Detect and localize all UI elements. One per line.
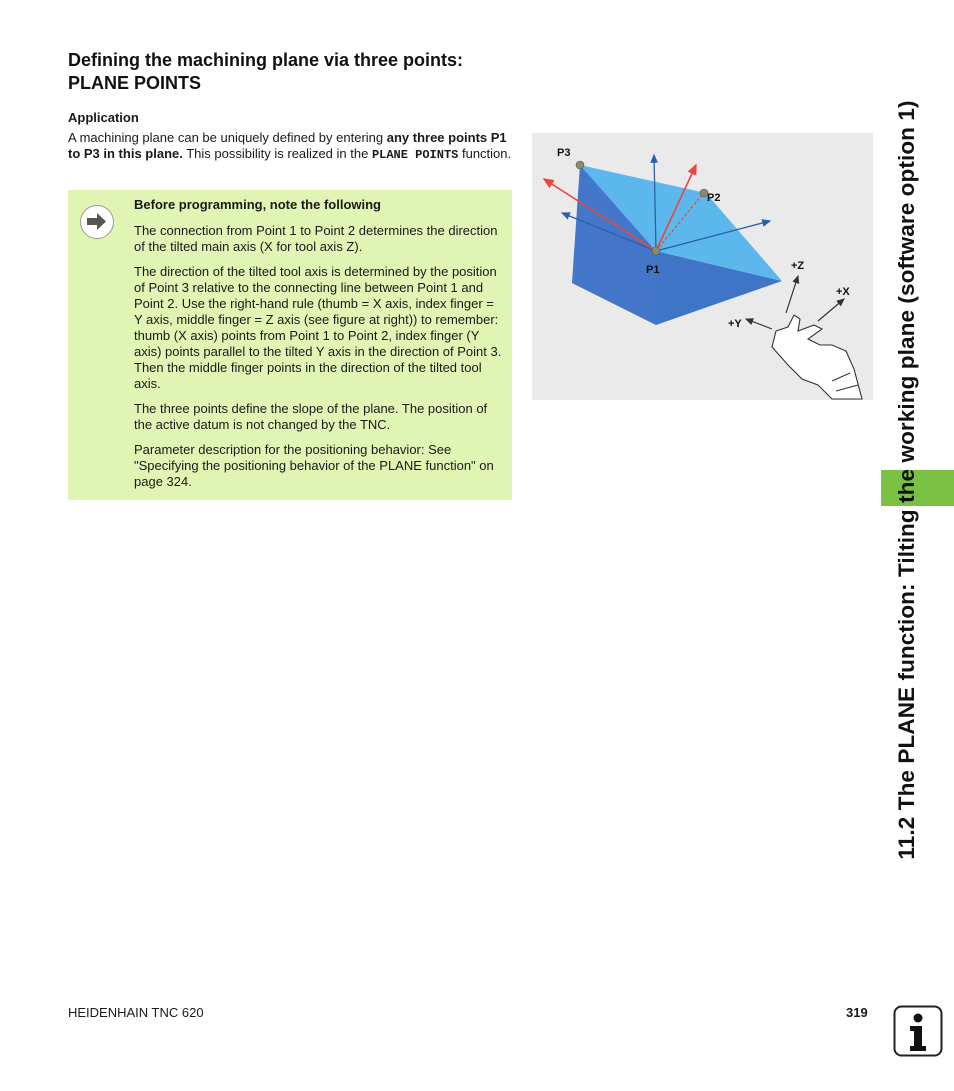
point-p3 [576, 161, 584, 169]
info-icon [893, 1005, 943, 1057]
application-subheading: Application [68, 110, 139, 125]
hand-arrow-x [818, 299, 844, 321]
note-paragraph-4: Parameter description for the positioning behavior: See "Specifying the positioning behavior of the PLANE function" on page 324. [134, 442, 494, 489]
right-hand-sketch [772, 315, 862, 399]
label-p3: P3 [557, 147, 571, 159]
point-p1 [652, 247, 660, 255]
chapter-title-vertical [862, 40, 952, 920]
note-paragraph-2: The direction of the tilted tool axis is determined by the position of Point 3 relative to the connecting line between Point 1 and Point 2. Use the right-hand rule (thumb = X axis, index finger = Y axis, middle finger = Z axis (see figure at right)) to remember: thumb (X axis) points from Point 1 to Point 2, index finger (Y axis) points parallel to the tilted Y axis in the direction of Point 3. Then the middle finger points in the direction of the tilted tool axis. [134, 264, 502, 391]
footer-product: HEIDENHAIN TNC 620 [68, 1005, 204, 1020]
page-title-line2: PLANE POINTS [68, 73, 202, 93]
page-number: 319 [846, 1005, 868, 1020]
label-p2: P2 [707, 192, 721, 204]
page-title [68, 49, 518, 95]
application-text-a: A machining plane can be uniquely defined by entering [68, 130, 387, 145]
note-body [134, 197, 504, 499]
label-x: +X [836, 286, 850, 298]
arrow-right-icon [80, 205, 114, 239]
note-paragraph-1: The connection from Point 1 to Point 2 determines the direction of the tilted main axis (X for tool axis Z). [134, 223, 498, 254]
hand-arrow-y [746, 319, 772, 329]
label-z: +Z [791, 260, 805, 272]
label-y: +Y [728, 318, 742, 330]
application-text-bold: any three points P1 to P3 in this plane. [68, 130, 507, 161]
note-heading: Before programming, note the following [134, 197, 381, 212]
chapter-title-text: 11.2 The PLANE function: Tilting the working plane (software option 1) [894, 100, 919, 860]
label-p1: P1 [646, 264, 660, 276]
three-points-figure [532, 133, 873, 400]
application-paragraph [68, 130, 513, 163]
figure-svg [532, 133, 873, 400]
hand-arrow-z [786, 276, 798, 313]
plane-points-code: PLANE POINTS [371, 148, 459, 162]
application-text-b: This possibility is realized in the [182, 146, 372, 161]
application-text-c: function. [458, 146, 512, 161]
page-title-line1: Defining the machining plane via three points: [68, 50, 464, 70]
note-paragraph-3: The three points define the slope of the plane. The position of the active datum is not changed by the TNC. [134, 401, 488, 432]
